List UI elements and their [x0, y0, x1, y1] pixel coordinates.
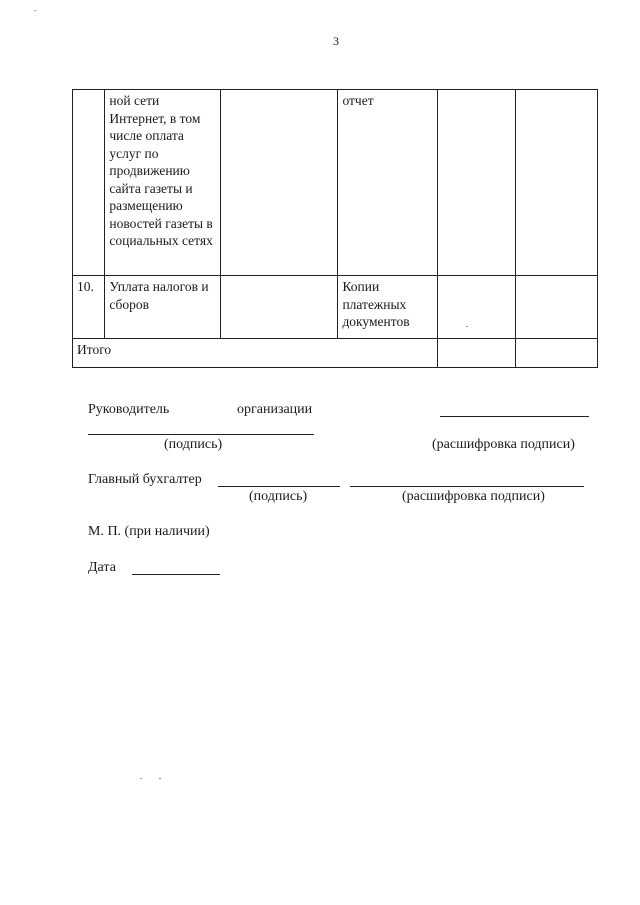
- empty-cell: [221, 90, 338, 276]
- empty-cell: [515, 90, 597, 276]
- empty-cell: [437, 90, 515, 276]
- empty-cell: [515, 339, 597, 368]
- head-org-label: организации: [237, 402, 313, 417]
- chief-accountant-name-line: [350, 486, 584, 487]
- scan-speck: [466, 326, 468, 327]
- total-label-cell: Итого: [73, 339, 438, 368]
- document-cell: отчет: [338, 90, 437, 276]
- signature-caption: (подпись): [164, 437, 223, 452]
- empty-cell: [221, 276, 338, 339]
- chief-accountant-signature-line: [218, 486, 340, 487]
- report-table: [72, 89, 598, 368]
- signature-decoding-caption: (расшифровка подписи): [402, 489, 545, 504]
- date-line: [132, 574, 220, 575]
- row-number-cell: [73, 90, 105, 276]
- expense-name-cell: Уплата налогов и сборов: [105, 276, 221, 339]
- expense-name-cell: ной сети Интернет, в том числе оплата услуг по продвижению сайта газеты и размещению новостей газеты в социальных сетях: [105, 90, 221, 276]
- page-number: 3: [333, 34, 339, 48]
- scan-speck: [159, 778, 161, 779]
- date-label: Дата: [88, 560, 116, 575]
- document-cell: Копии платежных документов: [338, 276, 437, 339]
- table-row: [73, 276, 598, 339]
- row-number-cell: 10.: [73, 276, 105, 339]
- table-row: [73, 90, 598, 276]
- scan-speck: [140, 778, 142, 779]
- head-signature-line: [88, 434, 314, 435]
- signature-decoding-caption: (расшифровка подписи): [432, 437, 575, 452]
- head-label: Руководитель: [88, 402, 170, 417]
- chief-accountant-label: Главный бухгалтер: [88, 472, 202, 487]
- empty-cell: [437, 276, 515, 339]
- corner-mark: -: [34, 6, 37, 15]
- signature-caption: (подпись): [249, 489, 308, 504]
- empty-cell: [515, 276, 597, 339]
- head-name-line: [440, 416, 589, 417]
- total-row: [73, 339, 598, 368]
- stamp-label: М. П. (при наличии): [88, 524, 210, 539]
- empty-cell: [437, 339, 515, 368]
